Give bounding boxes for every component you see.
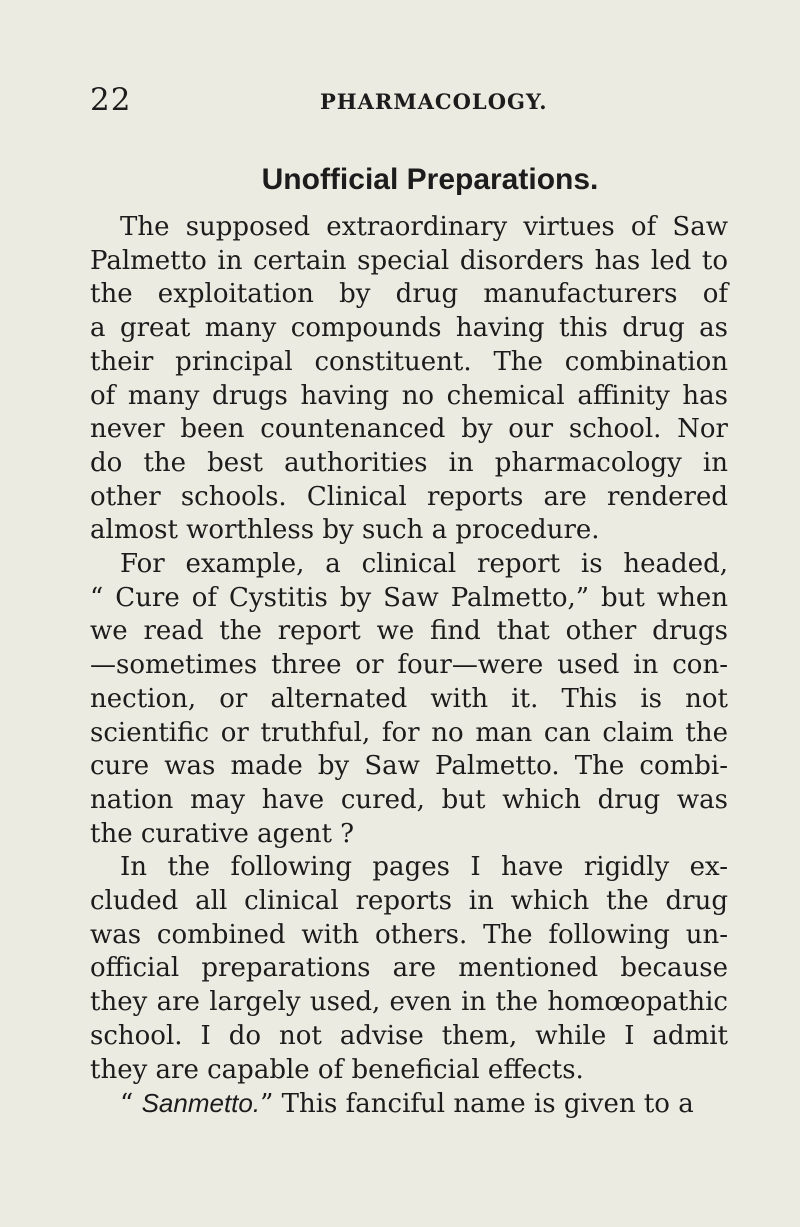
text-line: the exploitation by drug manufacturers of — [90, 279, 728, 310]
page-header — [90, 82, 770, 126]
page-number: 22 — [90, 82, 132, 118]
text-line: almost worthless by such a procedure. — [90, 515, 600, 546]
text-line: was combined with others. The following un- — [90, 919, 728, 950]
text-line: they are largely used, even in the homœopathic — [90, 987, 728, 1018]
text-line: the curative agent ? — [90, 818, 355, 849]
text-line: their principal constituent. The combination — [90, 346, 728, 377]
text-line: never been countenanced by our school. Nor — [90, 414, 728, 445]
text-line: official preparations are mentioned because — [90, 953, 728, 984]
paragraph-3 — [90, 851, 728, 1087]
text-line: cluded all clinical reports in which the drug — [90, 886, 728, 917]
text-line: nation may have cured, but which drug was — [90, 784, 728, 815]
text-line: school. I do not advise them, while I admit — [90, 1020, 728, 1051]
text-line — [90, 1087, 728, 1122]
italic-term: Sanmetto. — [141, 1088, 261, 1119]
close-quote: ” — [260, 1089, 274, 1120]
text-line: do the best authorities in pharmacology in — [90, 447, 728, 478]
body-text — [90, 211, 728, 1122]
section-title: Unofficial Preparations. — [261, 163, 599, 196]
text-line: we read the report we find that other drugs — [90, 616, 728, 647]
text-line: nection, or alternated with it. This is not — [90, 683, 728, 714]
text-line: In the following pages I have rigidly ex- — [120, 852, 728, 883]
running-head: PHARMACOLOGY. — [320, 89, 548, 114]
text-line: For example, a clinical report is headed, — [120, 549, 728, 580]
paragraph-4 — [90, 1087, 728, 1122]
text-line: scientific or truthful, for no man can claim the — [90, 717, 728, 748]
text-line: Palmetto in certain special disorders has led to — [90, 245, 728, 276]
paragraph-2 — [90, 548, 728, 851]
text-line: they are capable of beneficial effects. — [90, 1054, 584, 1085]
text-line: —sometimes three or four—were used in con- — [90, 650, 728, 681]
text-line: of many drugs having no chemical affinity has — [90, 380, 728, 411]
text-line: other schools. Clinical reports are rendered — [90, 481, 728, 512]
paragraph-1 — [90, 211, 728, 548]
text-line: a great many compounds having this drug as — [90, 313, 728, 344]
text-line: The supposed extraordinary virtues of Saw — [120, 212, 728, 242]
open-quote: “ — [120, 1089, 142, 1120]
text-line: cure was made by Saw Palmetto. The combi- — [90, 751, 728, 782]
line-rest: This fanciful name is given to a — [273, 1089, 694, 1120]
text-line: “ Cure of Cystitis by Saw Palmetto,” but when — [90, 582, 728, 613]
